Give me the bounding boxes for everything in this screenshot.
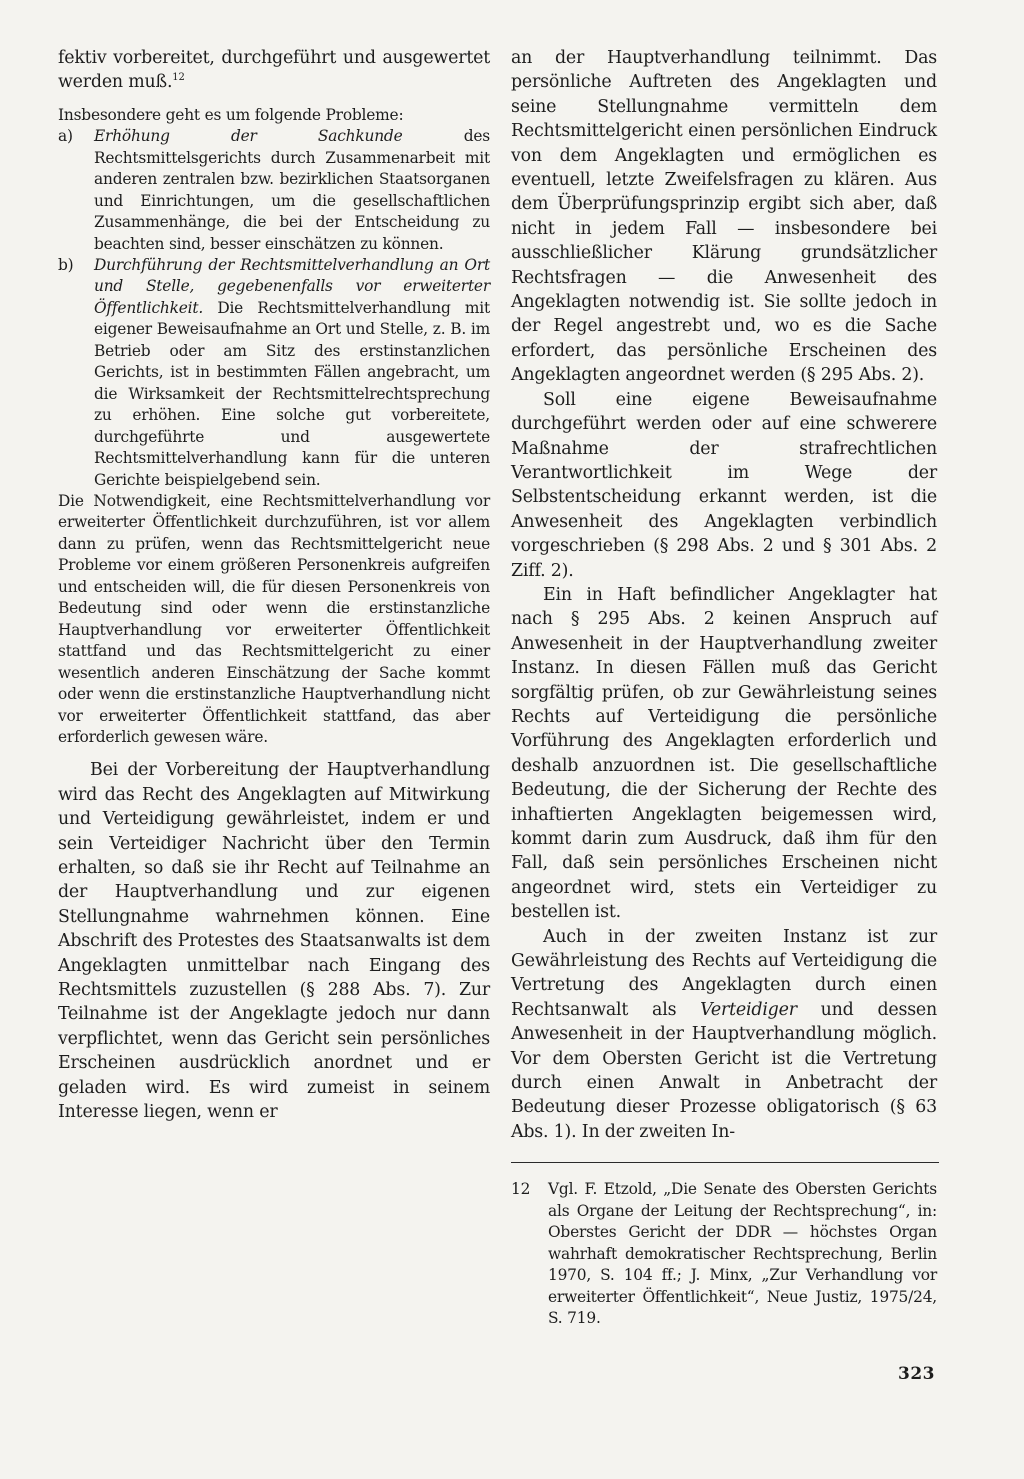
footnote-number: 12 xyxy=(511,1180,531,1198)
footnote-reference: 12 xyxy=(172,72,185,84)
paragraph-preparation: Bei der Vorbereitung der Hauptverhandlung wird das Recht des Angeklagten auf Mitwirkung und Verteidigung gewährleistet, indem er und sein Verteidiger Nachricht über den Termin erhalten, so daß sie ihr Recht auf Teilnahme an der Hauptverhandlung und zur eigenen Stellungnahme wahrnehmen können. Eine Abschrift des Protestes des Staatsanwalts ist dem Angeklagten unmittelbar nach Eingang des Rechtsmittels zuzustellen (§ 288 Abs. 7). Zur Teilnahme ist der Angeklagte jedoch nur dann verpflichtet, wenn das Gericht sein persönliches Erscheinen ausdrücklich anordnet und er geladen wird. Es wird zumeist in seinem Interesse liegen, wenn er xyxy=(58,760,490,1123)
page-number: 323 xyxy=(898,1364,935,1384)
paragraph-custody: Ein in Haft befindlicher Angeklagter hat nach § 295 Abs. 2 keinen Anspruch auf Anwesenheit in der Hauptverhandlung zweiter Instanz. In diesen Fällen muß das Gericht sorgfältig prüfen, ob zur Gewährleistung seines Rechts auf Verteidigung die persönliche Vorführung des Angeklagten erforderlich und deshalb anzuordnen ist. Die gesellschaftliche Bedeutung, die der Sicherung der Rechte des inhaftierten Angeklagten beigemessen wird, kommt darin zum Ausdruck, daß ihm für den Fall, daß sein persönliches Erscheinen nicht angeordnet wird, stets ein Verteidiger zu bestellen ist. xyxy=(511,584,937,923)
list-item-b-text: Die Rechtsmittelverhandlung mit eigener Beweisaufnahme an Ort und Stelle, z. B. im Betrieb oder am Sitz des erstinstanzlichen Gerichts, ist in bestimmten Fällen angebracht, um die Wirksamkeit der Rechtsmittelrechtsprechung zu erhöhen. Eine solche gut vorbereitete, durchgeführte und ausgewertete Rechtsmittelverhandlung kann für die unteren Gerichte beispielgebend sein. xyxy=(94,298,490,489)
footnote-divider xyxy=(511,1162,939,1163)
list-item-b-heading: Durchführung der Rechtsmittelverhandlung an Ort und Stelle, gegebenenfalls vor erweiterter Öffentlichkeit. xyxy=(94,255,490,317)
paragraph-defense-text-2: und dessen Anwesenheit in der Hauptverhandlung möglich. Vor dem Obersten Gericht ist die Vertretung durch einen Anwalt in Anbetracht der Bedeutung dieser Prozesse obligatorisch (§ 63 Abs. 1). In der zweiten In- xyxy=(511,999,938,1142)
paragraph-continuation-text: fektiv vorbereitet, durchgeführt und ausgewertet werden muß. xyxy=(58,48,490,93)
public-hearing-note: Die Notwendigkeit, eine Rechtsmittelverhandlung vor erweiterter Öffentlichkeit durchzuführen, ist vor allem dann zu prüfen, wenn das Rechtsmittelgericht neue Probleme vor einem größeren Personenkreis aufgreifen und entscheiden will, die für diesen Personenkreis von Bedeutung sind oder wenn die erstinstanzliche Hauptverhandlung vor erweiterter Öffentlichkeit stattfand und das Rechtsmittelgericht zu einer wesentlich anderen Einschätzung der Sache kommt oder wenn die erstinstanzliche Hauptverhandlung nicht vor erweiterter Öffentlichkeit stattfand, das aber erforderlich gewesen wäre. xyxy=(58,491,490,746)
paragraph-attendance: an der Hauptverhandlung teilnimmt. Das persönliche Auftreten des Angeklagten und seine Stellungnahme vermitteln dem Rechtsmittelgericht einen persönlichen Eindruck von dem Angeklagten und ermöglichen es eventuell, letzte Zweifelsfragen zu klären. Aus dem Überprüfungsprinzip ergibt sich aber, daß nicht in jedem Fall — insbesondere bei ausschließlicher Klärung grundsätzlicher Rechtsfragen — die Anwesenheit des Angeklagten notwendig ist. Sie sollte jedoch in der Regel angestrebt und, wo es die Sache erfordert, das persönliche Erscheinen des Angeklagten angeordnet werden (§ 295 Abs. 2). xyxy=(511,48,937,386)
list-item-a-heading: Erhöhung der Sachkunde xyxy=(94,127,403,146)
right-column xyxy=(511,46,937,1144)
list-item-a-text: des Rechtsmittelsgerichts durch Zusammenarbeit mit anderen zentralen bzw. bezirklichen Staatsorganen und Einrichtungen, um die gesellschaftlichen Zusammenhänge, die bei der Entscheidung zu beachten sind, besser einschätzen zu können. xyxy=(94,127,490,253)
paragraph-evidence: Soll eine eigene Beweisaufnahme durchgeführt werden oder auf eine schwerere Maßnahme der strafrechtlichen Verantwortlichkeit im Wege der Selbstentscheidung erkannt werden, ist die Anwesenheit des Angeklagten verbindlich vorgeschrieben (§ 298 Abs. 2 und § 301 Abs. 2 Ziff. 2). xyxy=(511,389,937,581)
paragraph-defense-emphasis: Verteidiger xyxy=(700,999,797,1020)
footnote-text: Vgl. F. Etzold, „Die Senate des Obersten Gerichts als Organe der Leitung der Rechtsprechung“, in: Oberstes Gericht der DDR — höchstes Organ wahrhaft demokratischer Rechtsprechung, Berlin 1970, S. 104 ff.; J. Minx, „Zur Verhandlung vor erweiterter Öffentlichkeit“, Neue Justiz, 1975/24, S. 719. xyxy=(548,1180,937,1327)
paragraph-continuation xyxy=(58,46,490,95)
problems-intro: Insbesondere geht es um folgende Probleme: xyxy=(58,105,404,124)
list-item-b xyxy=(58,255,490,491)
footnote xyxy=(511,1179,937,1330)
list-item-b-label: b) xyxy=(58,255,74,274)
paragraph-defense-text-1: Auch in der zweiten Instanz ist zur Gewährleistung des Rechts auf Verteidigung die Vertretung des Angeklagten durch einen Rechtsanwalt als xyxy=(511,926,937,1020)
paragraph-defense xyxy=(511,925,937,1145)
list-item-a xyxy=(58,126,490,255)
list-item-a-label: a) xyxy=(58,127,73,146)
left-column xyxy=(58,46,490,1125)
